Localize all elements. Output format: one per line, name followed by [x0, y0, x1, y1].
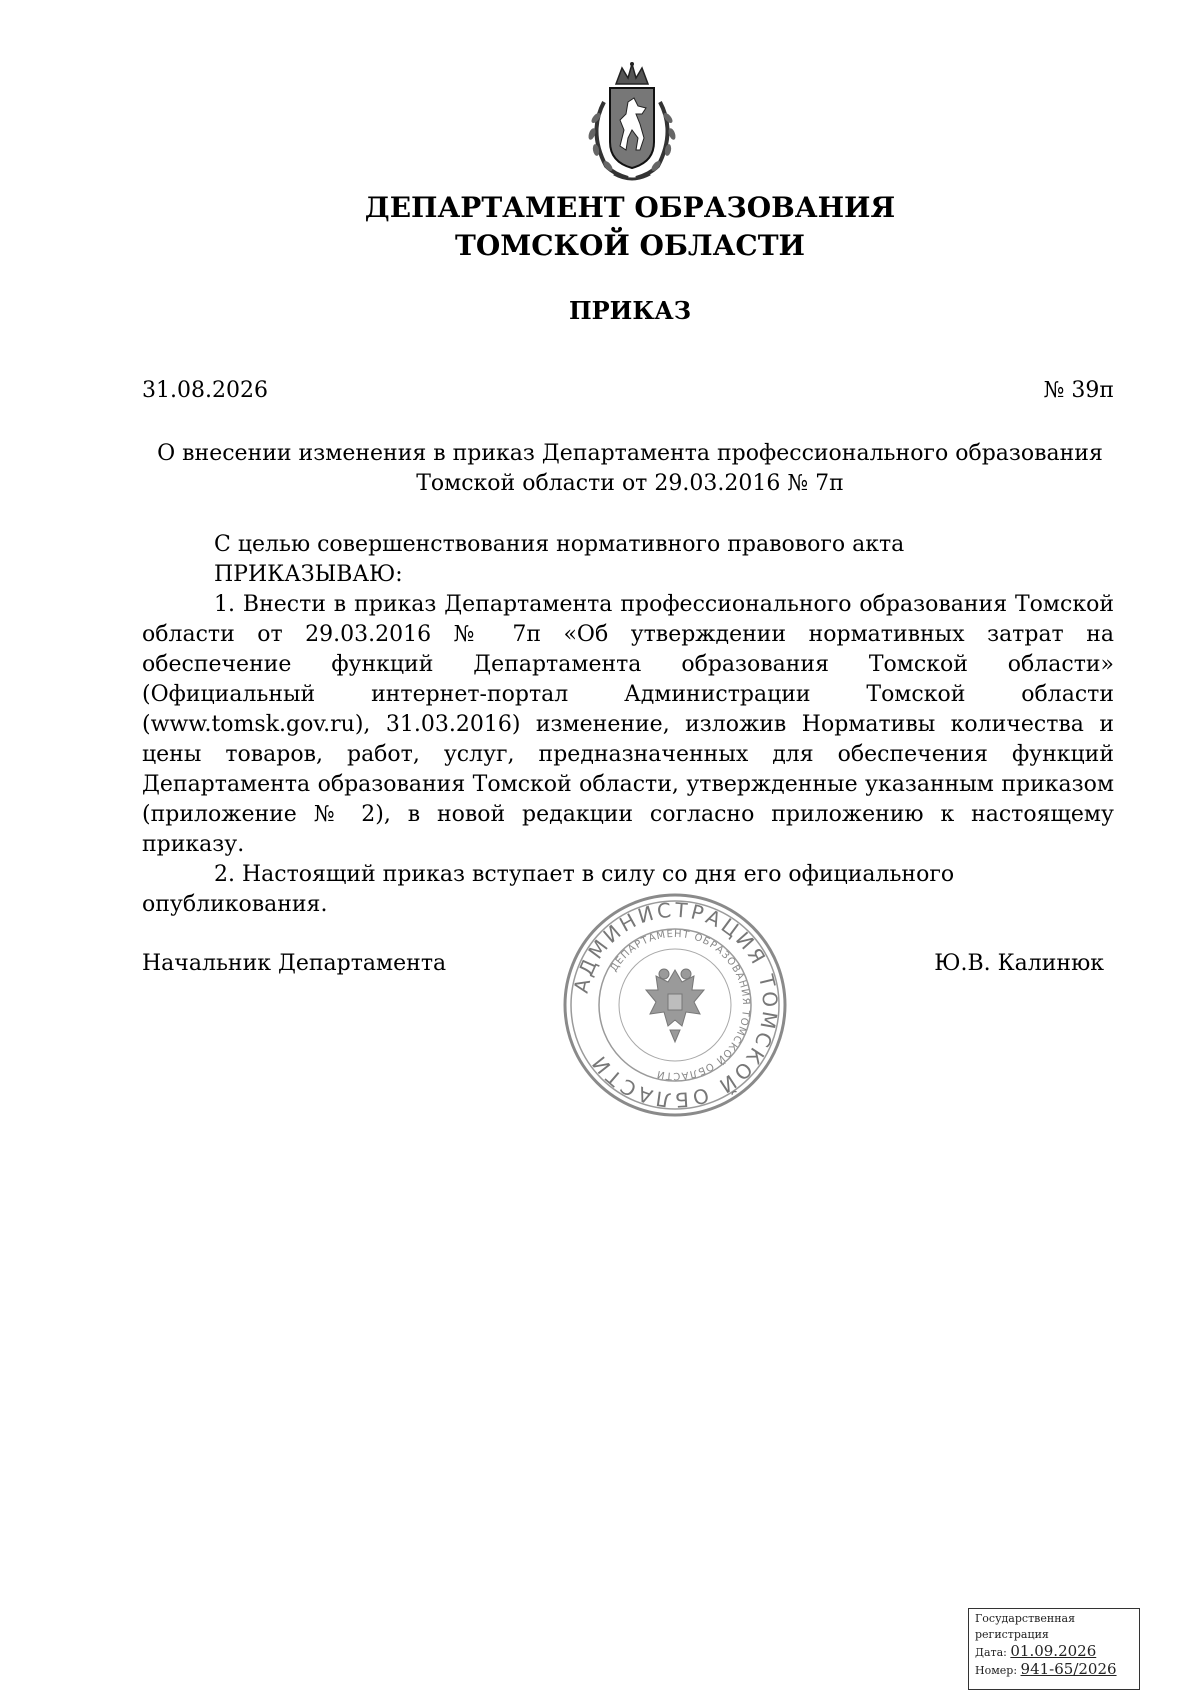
seal-inner-text: ДЕПАРТАМЕНТ ОБРАЗОВАНИЯ ТОМСКОЙ ОБЛАСТИ: [608, 928, 752, 1082]
seal-outer-text: АДМИНИСТРАЦИЯ ТОМСКОЙ ОБЛАСТИ: [568, 897, 783, 1113]
order-item-2: 2. Настоящий приказ вступает в силу со дня его официального опубликования.: [142, 862, 955, 917]
order-item-1: 1. Внести в приказ Департамента профессионального образования Томской области от 29.03.2016 № 7п «Об утверждении нормативных затрат на обеспечение функций Департамента образования Томской области» (Официальный интернет-портал Администрации Томской области (www.tomsk.gov.ru), 31.03.2016) изменение, изложив Нормативы количества и цены товаров, работ, услуг, предназначенных для обеспечения функций Департамента образования Томской области, утвержденные указанным приказом (приложение № 2), в новой редакции согласно приложению к настоящему приказу.: [142, 592, 1114, 857]
order-date: 31.08.2026: [142, 378, 268, 403]
signatory-role: Начальник Департамента: [142, 951, 447, 976]
signatory-name: Ю.В. Калинюк: [934, 951, 1104, 976]
intro-paragraph: С целью совершенствования нормативного правового акта: [214, 532, 905, 557]
registration-date-label: Дата:: [975, 1646, 1007, 1659]
state-registration-box: [968, 1608, 1140, 1690]
department-name-line1: ДЕПАРТАМЕНТ ОБРАЗОВАНИЯ: [364, 191, 896, 224]
order-number: № 39п: [1043, 378, 1114, 403]
registration-date-value: 01.09.2026: [1010, 1642, 1097, 1660]
tomsk-coat-of-arms-icon: [570, 62, 694, 186]
order-word: ПРИКАЗЫВАЮ:: [214, 562, 403, 587]
registration-date-row: [975, 1643, 1133, 1661]
registration-number-value: 941-65/2026: [1020, 1660, 1117, 1678]
document-type: ПРИКАЗ: [568, 296, 692, 325]
registration-caption: Государственная регистрация: [975, 1612, 1076, 1641]
order-title-line1: О внесении изменения в приказ Департамента профессионального образования: [157, 441, 1103, 466]
russian-eagle-seal-icon: [646, 969, 704, 1042]
order-body: [142, 530, 1114, 920]
official-seal: [560, 890, 790, 1120]
registration-number-row: [975, 1661, 1133, 1679]
department-name-line2: ТОМСКОЙ ОБЛАСТИ: [454, 229, 806, 262]
registration-number-label: Номер:: [975, 1664, 1018, 1677]
order-title-line2: Томской области от 29.03.2016 № 7п: [416, 471, 844, 496]
